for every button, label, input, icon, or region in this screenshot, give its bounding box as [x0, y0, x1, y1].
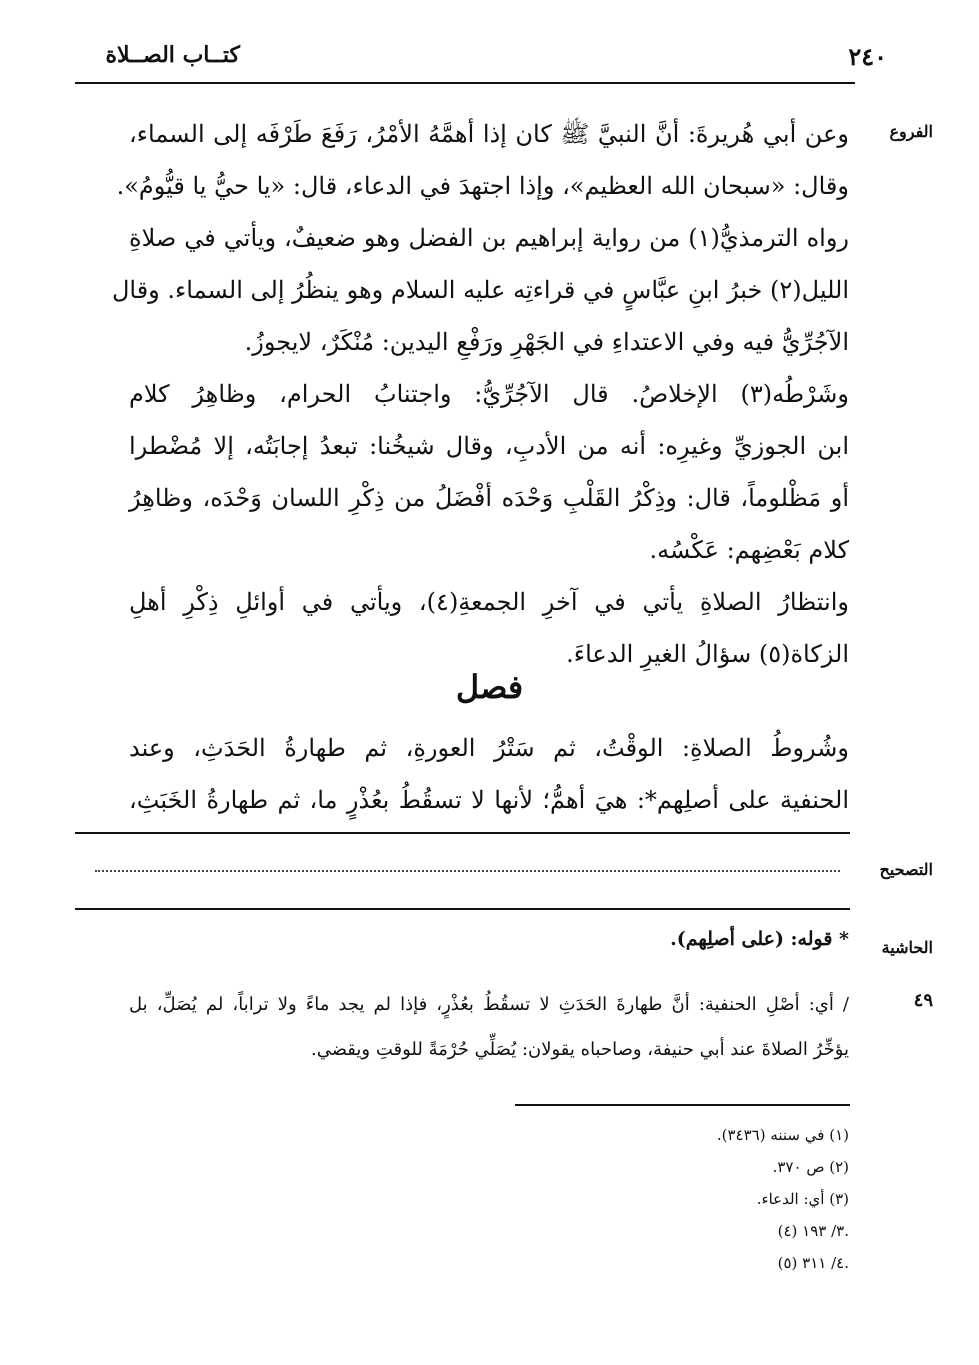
- text-line: الزكاة(٥) سؤالُ الغيرِ الدعاءَ.: [566, 640, 849, 668]
- page-number: ٢٤٠: [848, 42, 887, 71]
- footnote: (٣) أي: الدعاء.: [756, 1190, 849, 1208]
- margin-label-hashiya: الحاشية: [881, 938, 933, 957]
- tashih-divider: [75, 908, 850, 910]
- header-title: كتــاب الصــلاة: [105, 42, 240, 68]
- text-line: رواه الترمذيُّ(١) من رواية إبراهيم بن الفضل وهو ضعيفٌ، ويأتي في صلاةِ: [129, 224, 849, 252]
- text-line: ابن الجوزيِّ وغيرِه: أنه من الأدبِ، وقال شيخُنا: تبعدُ إجابَتُه، إلا مُضْطرا: [129, 432, 849, 460]
- text-line: الآجُرِّيُّ فيه وفي الاعتداءِ في الجَهْرِ ورَفْعِ اليدين: مُنْكَرٌ، لايجوزُ.: [244, 328, 849, 356]
- margin-label-furu: الفروع: [889, 122, 933, 141]
- footnote-divider: [515, 1104, 850, 1106]
- text-line: وانتظارُ الصلاةِ يأتي في آخرِ الجمعةِ(٤)، ويأتي في أوائلِ ذِكْرِ أهلِ: [129, 588, 849, 616]
- main-text-divider: [75, 832, 850, 834]
- hashiya-number: ٤٩: [913, 990, 933, 1011]
- text-line: كلام بَعْضِهم: عَكْسُه.: [649, 536, 849, 564]
- text-line: وشَرْطُه(٣) الإخلاصُ. قال الآجُرِّيُّ: واجتنابُ الحرام، وظاهِرُ كلام: [129, 380, 849, 408]
- text-line: الحنفية على أصلِهم*: هيَ أهمُّ؛ لأنها لا تسقُطُ بعُذْرٍ ما، ثم طهارةُ الخَبَثِ،: [129, 786, 849, 814]
- tashih-dotted-line: [95, 870, 840, 872]
- hashiya-qawl: * قوله: (على أصلِهم).: [670, 928, 849, 950]
- hashiya-line: / أي: أصْلِ الحنفية: أنَّ طهارةَ الحَدَثِ لا تسقُطُ بعُذْرٍ، فإذا لم يجد ماءً ولا تراباً، لم يُصَلِّ، بل: [129, 994, 849, 1015]
- footnote: (٢) ص ٣٧٠.: [772, 1158, 849, 1176]
- text-line: وعن أبي هُريرةَ: أنَّ النبيَّ ﷺ كان إذا أهمَّهُ الأمْرُ، رَفَعَ طَرْفَه إلى السماء،: [129, 120, 849, 148]
- section-heading-fasl: فصل: [455, 668, 524, 706]
- margin-label-tashih: التصحيح: [879, 860, 933, 879]
- footnote: (٥) ٤/ ٣١١.: [777, 1254, 849, 1272]
- hashiya-line: يؤخِّرُ الصلاةَ عند أبي حنيفة، وصاحباه يقولان: يُصَلِّي حُرْمَةً للوقتِ ويقضي.: [310, 1039, 849, 1060]
- text-line: وشُروطُ الصلاةِ: الوقْتُ، ثم سَتْرُ العورةِ، ثم طهارةُ الحَدَثِ، وعند: [129, 734, 849, 762]
- text-line: أو مَظْلوماً، قال: وذِكْرُ القَلْبِ وَحْدَه أفْضَلُ من ذِكْرِ اللسان وَحْدَه، وظاهِرُ: [129, 484, 849, 512]
- footnote: (١) في سننه (٣٤٣٦).: [716, 1126, 849, 1144]
- text-line: وقال: «سبحان الله العظيم»، وإذا اجتهدَ في الدعاء، قال: «يا حيُّ يا قيُّومُ».: [116, 172, 849, 200]
- footnote: (٤) ٣/ ١٩٣.: [777, 1222, 849, 1240]
- header-divider: [75, 82, 855, 84]
- text-line: الليل(٢) خبرُ ابنِ عبَّاسٍ في قراءتِه عليه السلام وهو ينظُرُ إلى السماء. وقال: [111, 276, 849, 304]
